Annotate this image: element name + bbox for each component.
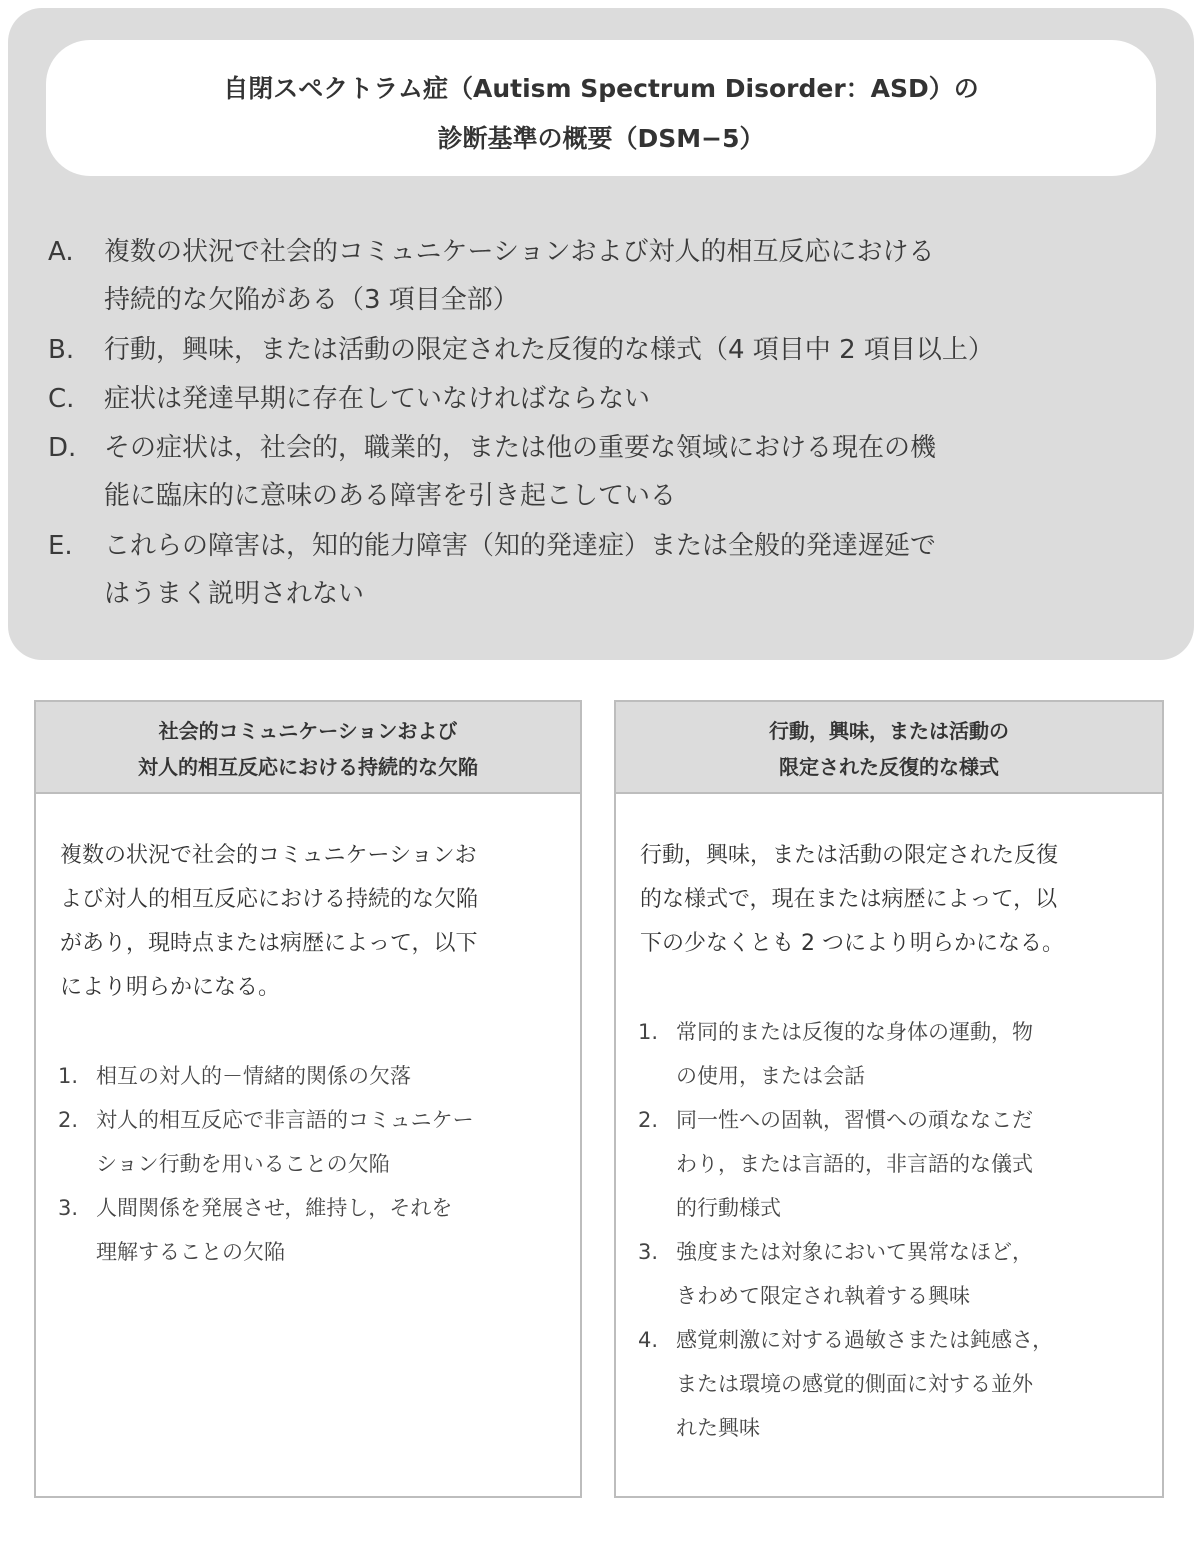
criteria-list	[8, 8, 1194, 660]
right-intro-line-3: 下の少なくとも 2 つにより明らかになる。	[640, 931, 1064, 956]
left-header-line-1: 社会的コミュニケーションおよび	[158, 719, 458, 743]
left-intro-line-1: 複数の状況で社会的コミュニケーションお	[60, 843, 477, 868]
social-communication-header	[36, 702, 580, 794]
right-item-4-number: 4.	[638, 1328, 659, 1352]
restricted-behaviour-header	[616, 702, 1162, 794]
criterion-c-marker: C.	[48, 384, 75, 414]
right-item-3-line-1: 強度または対象において異常なほど，	[676, 1240, 1033, 1264]
right-item-3-line-2: きわめて限定され執着する興味	[676, 1284, 970, 1308]
right-header-line-1: 行動，興味，または活動の	[769, 719, 1009, 743]
left-item-2-line-2: ション行動を用いることの欠陥	[96, 1152, 390, 1176]
title-line-1: 自閉スペクトラム症（Autism Spectrum Disorder：ASD）の	[223, 74, 979, 103]
restricted-behaviour-box	[614, 700, 1164, 1498]
right-intro-line-2: 的な様式で，現在または病歴によって，以	[640, 887, 1058, 912]
left-item-1-line-1: 相互の対人的－情緒的関係の欠落	[96, 1064, 411, 1088]
criterion-b-line-1: 行動，興味，または活動の限定された反復的な様式（4 項目中 2 項目以上）	[104, 335, 994, 365]
right-item-4-line-1: 感覚刺激に対する過敏さまたは鈍感さ，	[676, 1328, 1054, 1352]
left-item-2-number: 2.	[58, 1108, 79, 1132]
right-item-4-line-3: れた興味	[676, 1416, 760, 1440]
right-item-1-line-2: の使用，または会話	[676, 1064, 865, 1088]
criterion-a-line-2: 持続的な欠陥がある（3 項目全部）	[104, 285, 519, 315]
criterion-e-marker: E.	[48, 531, 73, 561]
left-item-3-line-1: 人間関係を発展させ，維持し，それを	[96, 1196, 453, 1220]
right-item-1-line-1: 常同的または反復的な身体の運動，物	[676, 1020, 1033, 1044]
left-item-1-number: 1.	[58, 1064, 79, 1088]
criterion-e-line-2: はうまく説明されない	[104, 579, 365, 609]
criterion-e-line-1: これらの障害は，知的能力障害（知的発達症）または全般的発達遅延で	[104, 531, 937, 561]
title-line-2: 診断基準の概要（DSM−5）	[437, 124, 765, 153]
criterion-a-marker: A.	[48, 237, 74, 267]
left-item-3-line-2: 理解することの欠陥	[96, 1240, 285, 1264]
criterion-d-line-1: その症状は，社会的，職業的，または他の重要な領域における現在の機	[104, 433, 937, 463]
left-intro-line-2: よび対人的相互反応における持続的な欠陥	[60, 887, 479, 912]
criterion-d-line-2: 能に臨床的に意味のある障害を引き起こしている	[104, 481, 677, 511]
right-item-2-line-3: 的行動様式	[676, 1196, 781, 1220]
right-intro-line-1: 行動，興味，または活動の限定された反復	[640, 843, 1059, 868]
left-item-2-line-1: 対人的相互反応で非言語的コミュニケー	[96, 1108, 474, 1132]
right-item-2-line-2: わり，または言語的，非言語的な儀式	[676, 1152, 1033, 1176]
criterion-a-line-1: 複数の状況で社会的コミュニケーションおよび対人的相互反応における	[104, 237, 935, 267]
right-item-3-number: 3.	[638, 1240, 659, 1264]
criterion-b-marker: B.	[48, 335, 75, 365]
social-communication-box	[34, 700, 582, 1498]
right-item-2-number: 2.	[638, 1108, 659, 1132]
diagnostic-criteria-panel	[8, 8, 1194, 660]
left-header-line-2: 対人的相互反応における持続的な欠陥	[138, 755, 478, 779]
left-intro-line-4: により明らかになる。	[60, 975, 281, 1000]
right-item-4-line-2: または環境の感覚的側面に対する並外	[676, 1372, 1033, 1396]
criterion-c-line-1: 症状は発達早期に存在していなければならない	[104, 384, 651, 414]
left-item-3-number: 3.	[58, 1196, 79, 1220]
right-item-1-number: 1.	[638, 1020, 659, 1044]
left-intro-line-3: があり，現時点または病歴によって，以下	[60, 931, 478, 956]
right-header-line-2: 限定された反復的な様式	[779, 755, 999, 779]
criterion-d-marker: D.	[48, 433, 77, 463]
right-item-2-line-1: 同一性への固執，習慣への頑ななこだ	[676, 1108, 1033, 1132]
